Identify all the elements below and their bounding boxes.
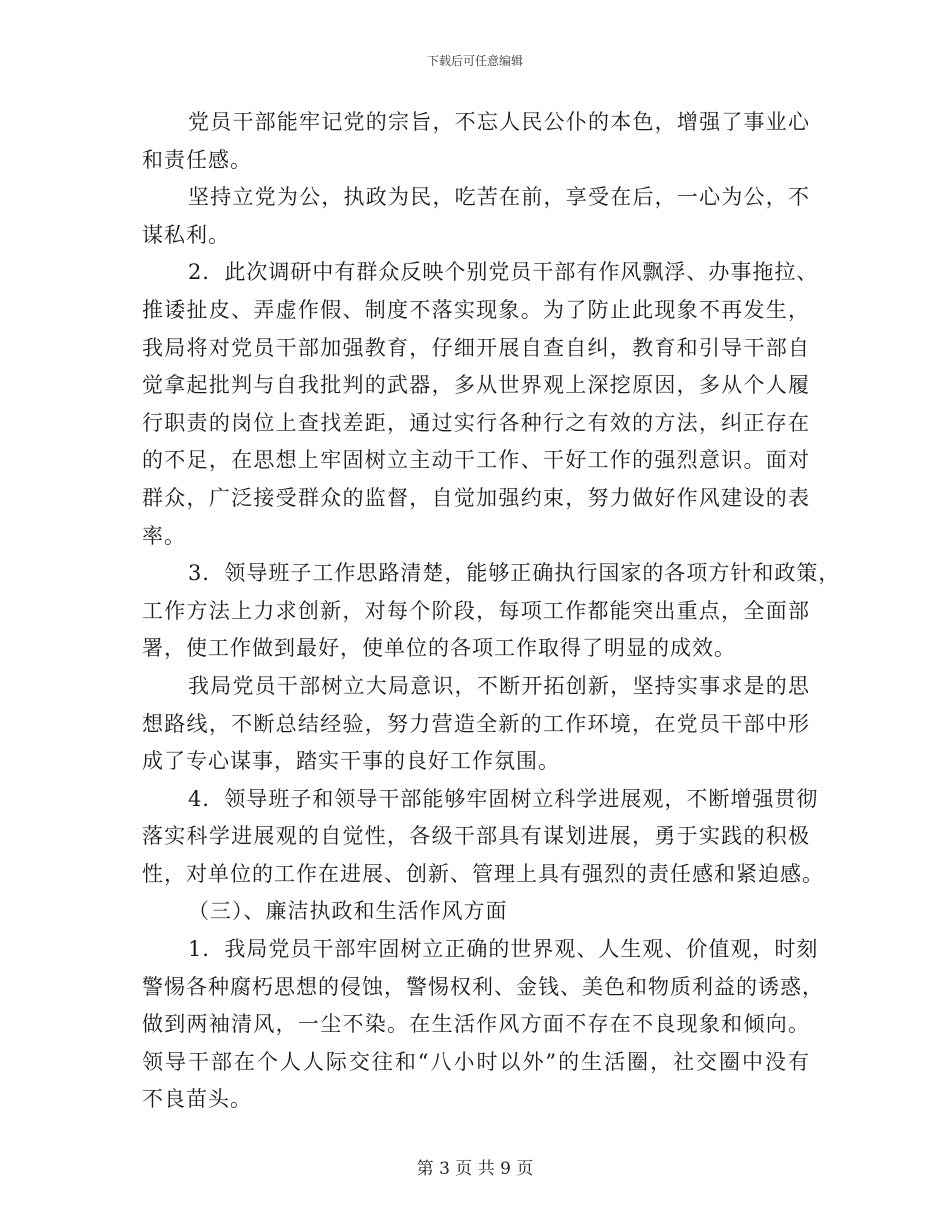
paragraph-line: 率。 [142, 523, 186, 548]
paragraph-line: 3．领导班子工作思路清楚，能够正确执行国家的各项方针和政策， [188, 561, 841, 586]
paragraph-line: 警惕各种腐朽思想的侵蚀，警惕权利、金钱、美色和物质利益的诱惑， [142, 974, 824, 999]
paragraph-line: 1．我局党员干部牢固树立正确的世界观、人生观、价值观，时刻 [188, 937, 819, 962]
paragraph-line: 领导干部在个人人际交往和“八小时以外”的生活圈，社交圈中没有 [142, 1049, 810, 1074]
paragraph-line: 党员干部能牢记党的宗旨，不忘人民公仆的本色，增强了事业心 [188, 110, 810, 134]
page-header: 下载后可任意编辑 [426, 54, 523, 68]
page-number-footer: 第 3 页 共 9 页 [416, 1159, 534, 1179]
paragraph-line: 不良苗头。 [142, 1087, 252, 1112]
paragraph-line: 想路线，不断总结经验，努力营造全新的工作环境，在党员干部中形 [142, 711, 810, 736]
paragraph-line: 做到两袖清风，一尘不染。在生活作风方面不存在不良现象和倾向。 [142, 1012, 810, 1037]
paragraph-line: 坚持立党为公，执政为民，吃苦在前，享受在后，一心为公，不 [188, 185, 810, 210]
document-body [142, 104, 841, 1119]
paragraph-line: 推诿扯皮、弄虚作假、制度不落实现象。为了防止此现象不再发生， [142, 297, 810, 322]
section-heading: （三）、廉洁执政和生活作风方面 [188, 899, 508, 924]
paragraph-line: 落实科学进展观的自觉性，各级干部具有谋划进展，勇于实践的积极 [142, 824, 810, 849]
paragraph-line: 成了专心谋事，踏实干事的良好工作氛围。 [142, 749, 560, 774]
paragraph-line: 群众，广泛接受群众的监督，自觉加强约束，努力做好作风建设的表 [142, 485, 810, 510]
paragraph-line: 和责任感。 [142, 147, 252, 172]
paragraph-line: 4．领导班子和领导干部能够牢固树立科学进展观，不断增强贯彻 [188, 786, 819, 811]
paragraph-line: 2．此次调研中有群众反映个别党员干部有作风飘浮、办事拖拉、 [188, 260, 819, 285]
paragraph-line: 工作方法上力求创新，对每个阶段，每项工作都能突出重点，全面部 [142, 598, 810, 623]
paragraph-line: 署，使工作做到最好，使单位的各项工作取得了明显的成效。 [142, 636, 736, 661]
paragraph-line: 的不足，在思想上牢固树立主动干工作、干好工作的强烈意识。面对 [142, 448, 810, 473]
paragraph-line: 我局党员干部树立大局意识，不断开拓创新，坚持实事求是的思 [188, 673, 810, 698]
paragraph-line: 我局将对党员干部加强教育，仔细开展自查自纠，教育和引导干部自 [142, 335, 810, 360]
paragraph-line: 觉拿起批判与自我批判的武器，多从世界观上深挖原因，多从个人履 [142, 373, 810, 398]
paragraph-line: 性，对单位的工作在进展、创新、管理上具有强烈的责任感和紧迫感。 [142, 861, 824, 886]
paragraph-line: 行职责的岗位上查找差距，通过实行各种行之有效的方法，纠正存在 [142, 410, 810, 435]
paragraph-line: 谋私利。 [142, 222, 230, 247]
